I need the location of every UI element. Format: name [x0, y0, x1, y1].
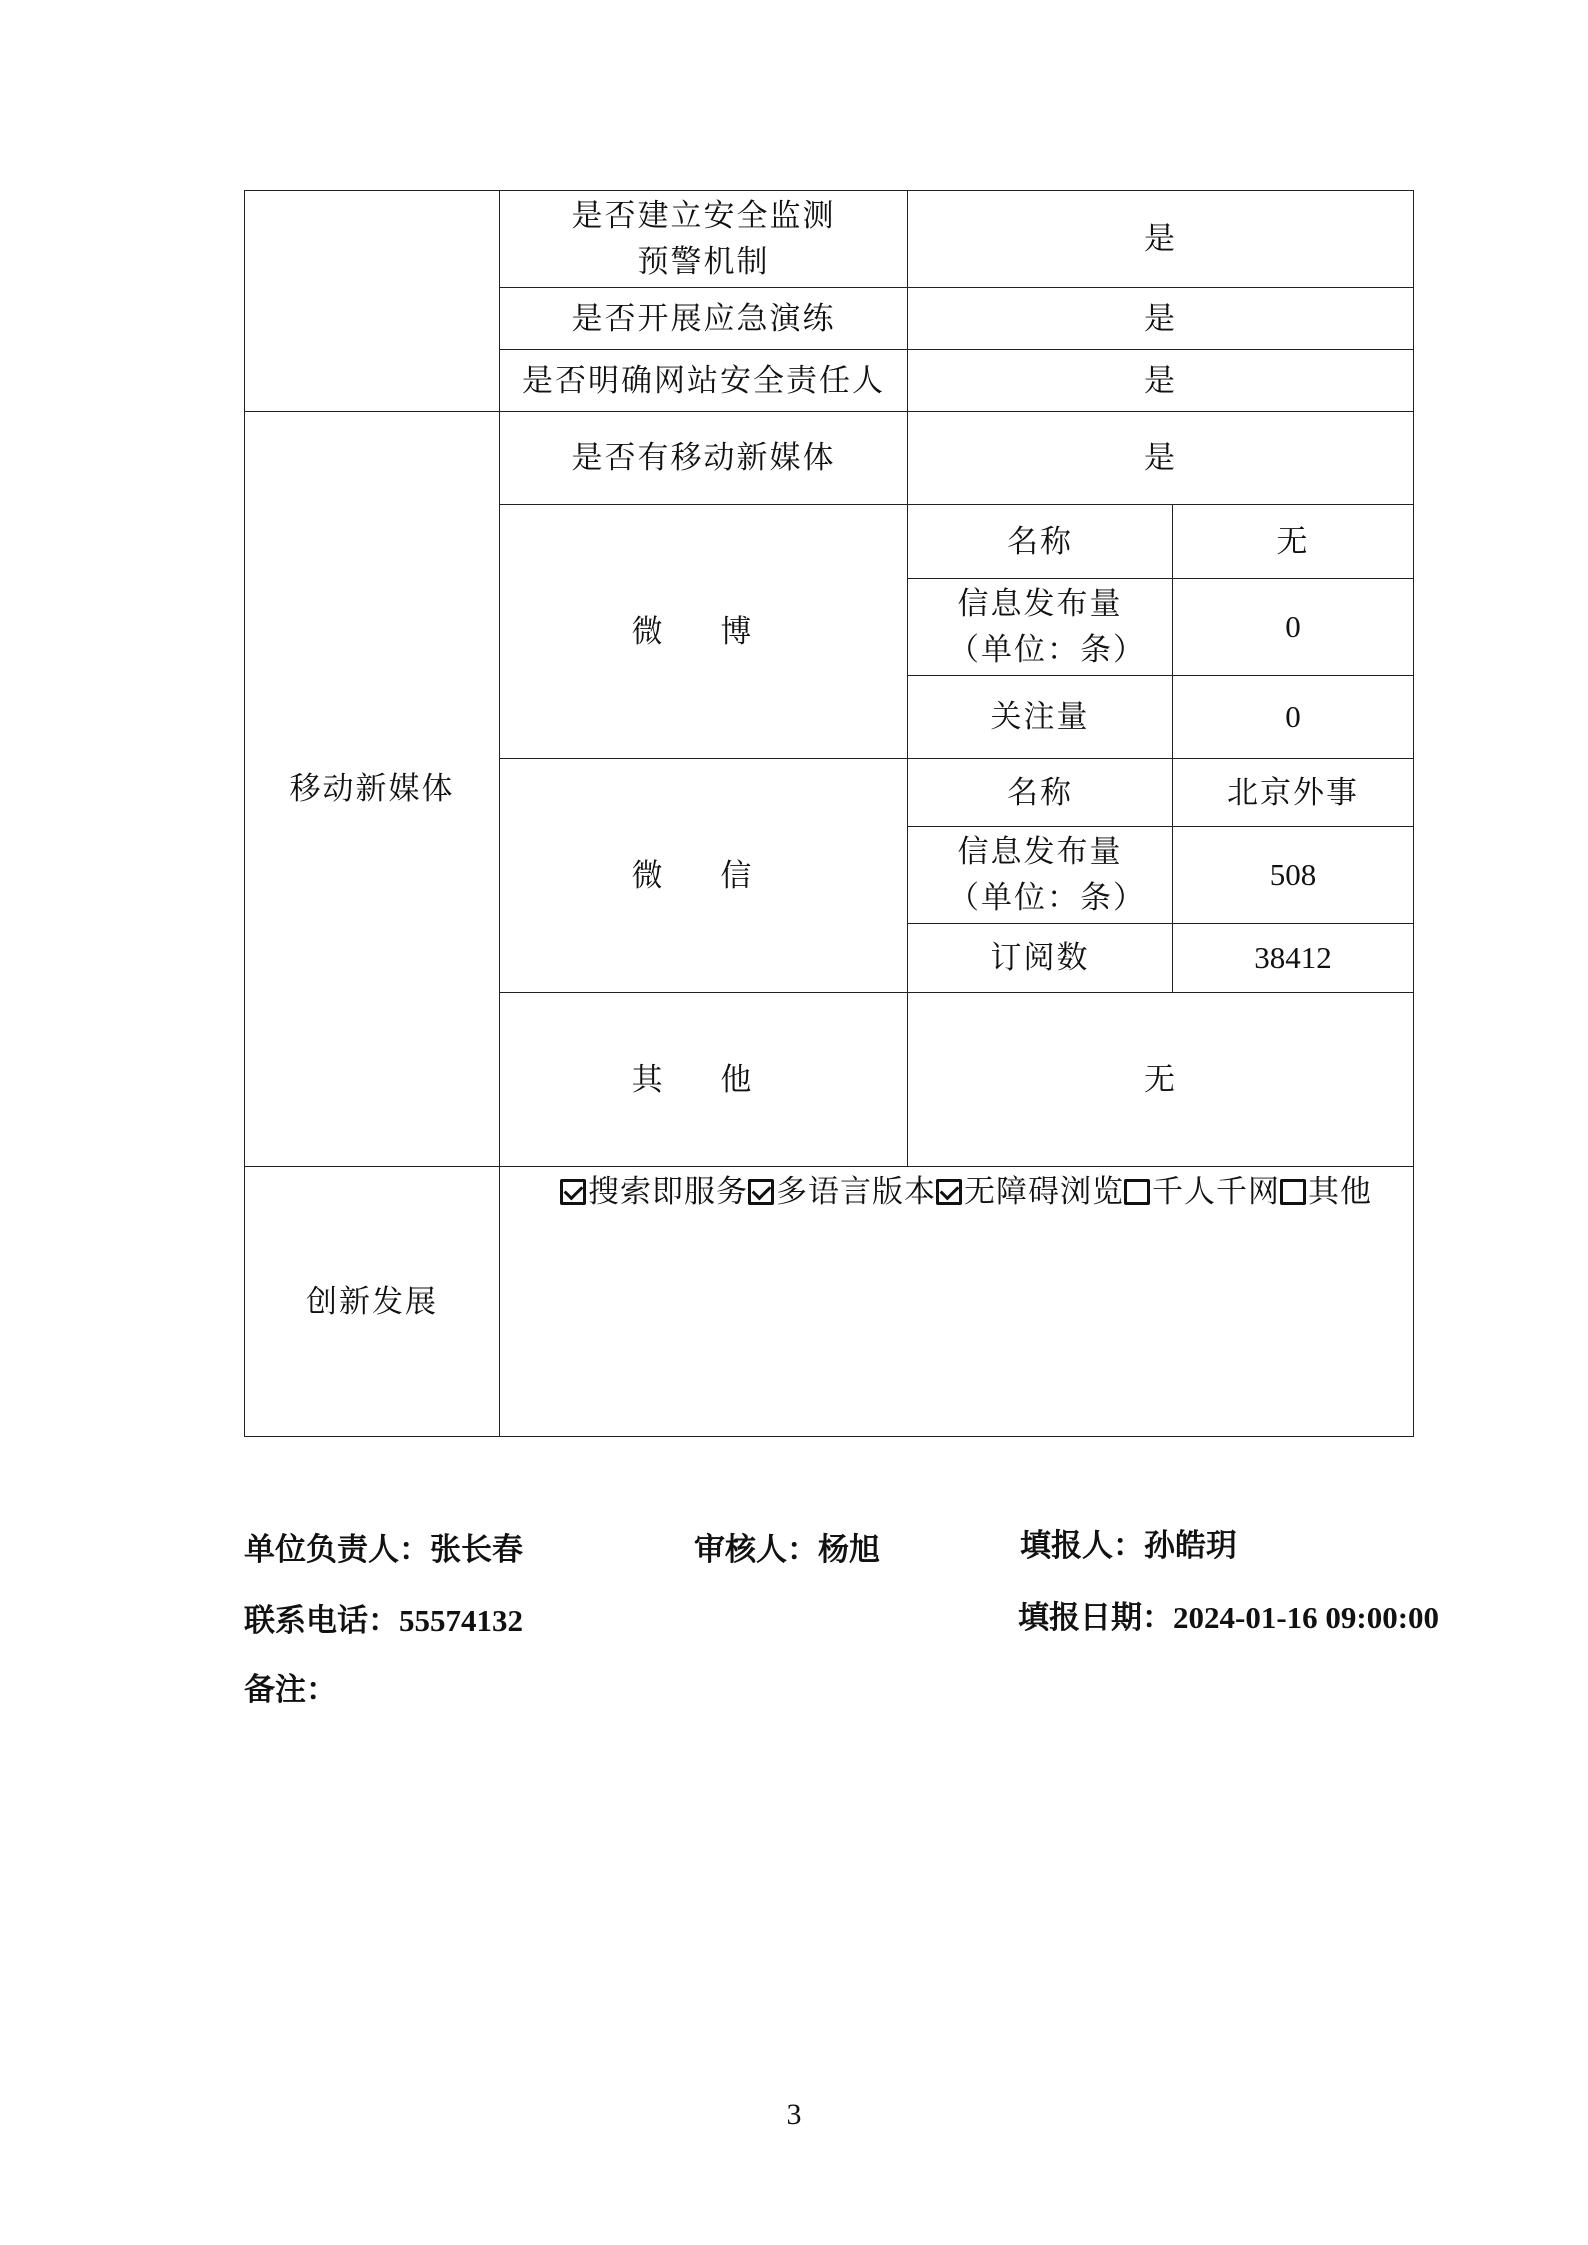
option-multilingual: 多语言版本 [776, 1174, 936, 1210]
weibo-posts-value: 0 [1173, 579, 1414, 676]
reviewer [694, 1524, 880, 1569]
phone-value: 55574132 [399, 1603, 523, 1638]
filler-value: 孙皓玥 [1144, 1528, 1237, 1564]
innovation-options-cell [500, 1167, 1414, 1437]
date-label: 填报日期： [1018, 1600, 1173, 1636]
option-personalized: 千人千网 [1152, 1174, 1280, 1210]
responsible-label: 是否明确网站安全责任人 [500, 350, 908, 412]
weibo-name-label: 名称 [908, 505, 1173, 579]
checkbox-icon [560, 1179, 586, 1205]
option-accessibility: 无障碍浏览 [964, 1174, 1124, 1210]
checkbox-icon [1280, 1179, 1306, 1205]
reviewer-value: 杨旭 [818, 1532, 880, 1568]
wechat-label: 微 信 [500, 759, 908, 993]
checkbox-icon [748, 1179, 774, 1205]
weibo-followers-label: 关注量 [908, 676, 1173, 759]
page-number: 3 [786, 2098, 802, 2131]
weibo-followers-value: 0 [1173, 676, 1414, 759]
remarks [244, 1664, 337, 1709]
drill-label: 是否开展应急演练 [500, 288, 908, 350]
other-media-label: 其 他 [500, 993, 908, 1167]
weibo-label: 微 博 [500, 505, 908, 759]
responsible-value: 是 [908, 350, 1414, 412]
unit-head-label: 单位负责人： [244, 1532, 430, 1568]
monitor-value: 是 [908, 191, 1414, 288]
weibo-name-value: 无 [1173, 505, 1414, 579]
report-table [244, 190, 1414, 1437]
wechat-posts-label: 信息发布量（单位：条） [908, 827, 1173, 924]
unit-head [244, 1524, 523, 1569]
reviewer-label: 审核人： [694, 1532, 818, 1568]
filler [1020, 1520, 1237, 1565]
monitor-label: 是否建立安全监测预警机制 [500, 191, 908, 288]
filler-label: 填报人： [1020, 1528, 1144, 1564]
option-search-as-service: 搜索即服务 [588, 1174, 748, 1210]
wechat-subscribers-value: 38412 [1173, 924, 1414, 993]
wechat-subscribers-label: 订阅数 [908, 924, 1173, 993]
innovation-section-label: 创新发展 [245, 1167, 500, 1437]
contact-phone [244, 1595, 523, 1640]
option-other: 其他 [1308, 1174, 1372, 1210]
fill-date [1018, 1592, 1439, 1637]
other-media-value: 无 [908, 993, 1414, 1167]
checkbox-icon [1124, 1179, 1150, 1205]
innovation-options [560, 1174, 1372, 1210]
has-media-label: 是否有移动新媒体 [500, 412, 908, 505]
weibo-posts-label: 信息发布量（单位：条） [908, 579, 1173, 676]
media-section-label: 移动新媒体 [245, 412, 500, 1167]
wechat-posts-value: 508 [1173, 827, 1414, 924]
wechat-name-value: 北京外事 [1173, 759, 1414, 827]
checkbox-icon [936, 1179, 962, 1205]
unit-head-value: 张长春 [430, 1532, 523, 1568]
phone-label: 联系电话： [244, 1603, 399, 1639]
remarks-label: 备注： [244, 1672, 337, 1708]
security-section-cell [245, 191, 500, 412]
has-media-value: 是 [908, 412, 1414, 505]
wechat-name-label: 名称 [908, 759, 1173, 827]
drill-value: 是 [908, 288, 1414, 350]
date-value: 2024-01-16 09:00:00 [1173, 1600, 1440, 1635]
